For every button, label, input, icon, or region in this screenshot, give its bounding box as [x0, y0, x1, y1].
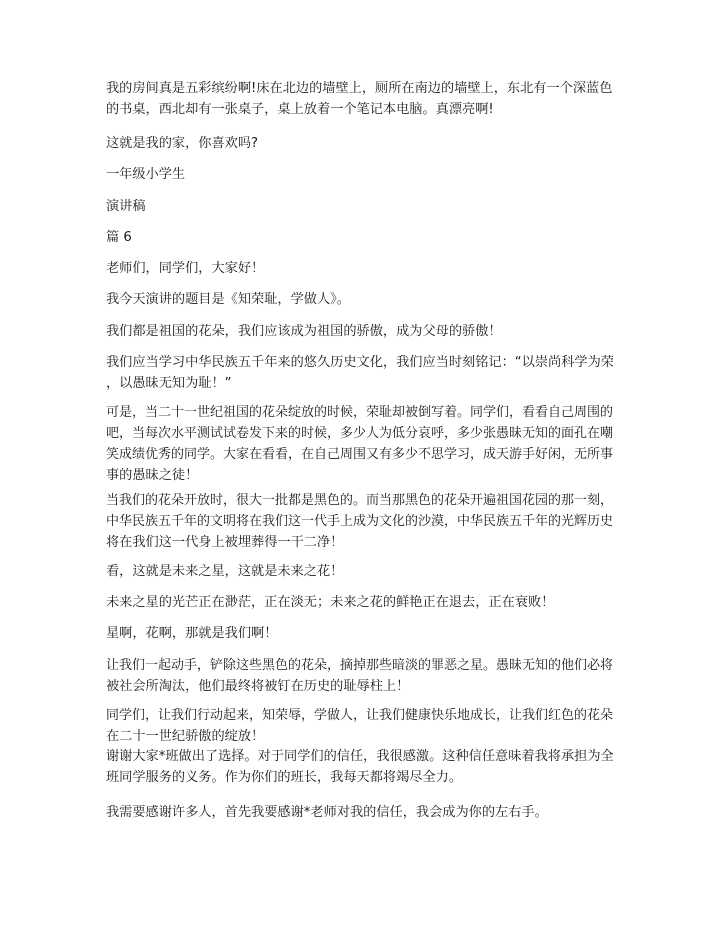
paragraph-5 — [106, 227, 616, 248]
text-line: 在二十一世纪骄傲的绽放！ — [106, 729, 265, 744]
text-line: 我们都是祖国的花朵，我们应该成为祖国的骄傲，成为父母的骄傲！ — [106, 324, 502, 339]
text-line: 老师们，同学们，大家好！ — [106, 261, 265, 276]
text-line: ，以愚昧无知为耻！” — [106, 376, 232, 391]
paragraph-3 — [106, 164, 616, 185]
text-line: 可是，当二十一世纪祖国的花朵绽放的时候，荣耻却被倒写着。同学们，看看自己周围的 — [106, 405, 614, 420]
text-line: 笑成绩优秀的同学。大家在看看，在自己周围又有多少不思学习，成天游手好闲，无所事 — [106, 447, 614, 462]
paragraph-8 — [106, 321, 616, 342]
paragraph-6 — [106, 258, 616, 279]
paragraph-16 — [106, 705, 616, 747]
text-line: 中华民族五千年的文明将在我们这一代手上成为文化的沙漠，中华民族五千年的光辉历史 — [106, 514, 614, 529]
text-line: 让我们一起动手，铲除这些黑色的花朵，摘掉那些暗淡的罪恶之星。愚昧无知的他们必将 — [106, 658, 614, 673]
text-line: 我的房间真是五彩缤纷啊!床在北边的墙壁上，厕所在南边的墙壁上，东北有一个深蓝色 — [106, 81, 613, 96]
text-line: 被社会所淘汰，他们最终将被钉在历史的耻辱柱上！ — [106, 679, 410, 694]
paragraph-11 — [106, 490, 616, 553]
paragraph-17 — [106, 746, 616, 788]
paragraph-12 — [106, 561, 616, 582]
paragraph-10 — [106, 402, 616, 486]
text-line: 事的愚昧之徒！ — [106, 468, 199, 483]
text-line: 演讲稿 — [106, 199, 146, 214]
text-line: 当我们的花朵开放时，很大一批都是黑色的。而当那黑色的花朵开遍祖国花园的那一刻， — [106, 493, 614, 508]
text-line: 吧，当每次水平测试试卷发下来的时候，多少人为低分哀呼，多少张愚昧无知的面孔在嘲 — [106, 426, 614, 441]
text-line: 我们应当学习中华民族五千年来的悠久历史文化，我们应当时刻铭记：“以崇尚科学为荣 — [106, 355, 614, 370]
paragraph-18 — [106, 802, 616, 823]
paragraph-14 — [106, 623, 616, 644]
text-line: 我需要感谢许多人，首先我要感谢*老师对我的信任，我会成为你的左右手。 — [106, 805, 548, 820]
paragraph-15 — [106, 655, 616, 697]
text-line: 星啊，花啊，那就是我们啊！ — [106, 626, 278, 641]
text-line: 的书桌，西北却有一张桌子，桌上放着一个笔记本电脑。真漂亮啊! — [106, 102, 494, 117]
text-line: 看，这就是未来之星，这就是未来之花！ — [106, 564, 344, 579]
text-line: 谢谢大家*班做出了选择。对于同学们的信任，我很感激。这种信任意味着我将承担为全 — [106, 749, 614, 764]
paragraph-2 — [106, 133, 616, 154]
text-line: 将在我们这一代身上被埋葬得一干二净！ — [106, 535, 344, 550]
text-line: 班同学服务的义务。作为你们的班长，我每天都将竭尽全力。 — [106, 770, 463, 785]
paragraph-9 — [106, 352, 616, 394]
paragraph-13 — [106, 592, 616, 613]
paragraph-7 — [106, 289, 616, 310]
paragraph-4 — [106, 196, 616, 217]
paragraph-1 — [106, 78, 616, 120]
text-line: 同学们，让我们行动起来，知荣辱，学做人，让我们健康快乐地成长，让我们红色的花朵 — [106, 708, 614, 723]
text-line: 这就是我的家，你喜欢吗? — [106, 136, 259, 151]
text-line: 篇 6 — [106, 230, 132, 245]
text-line: 未来之星的光芒正在渺茫，正在淡无；未来之花的鲜艳正在退去，正在衰败！ — [106, 595, 555, 610]
text-line: 我今天演讲的题目是《知荣耻，学做人》。 — [106, 292, 350, 307]
text-line: 一年级小学生 — [106, 167, 186, 182]
